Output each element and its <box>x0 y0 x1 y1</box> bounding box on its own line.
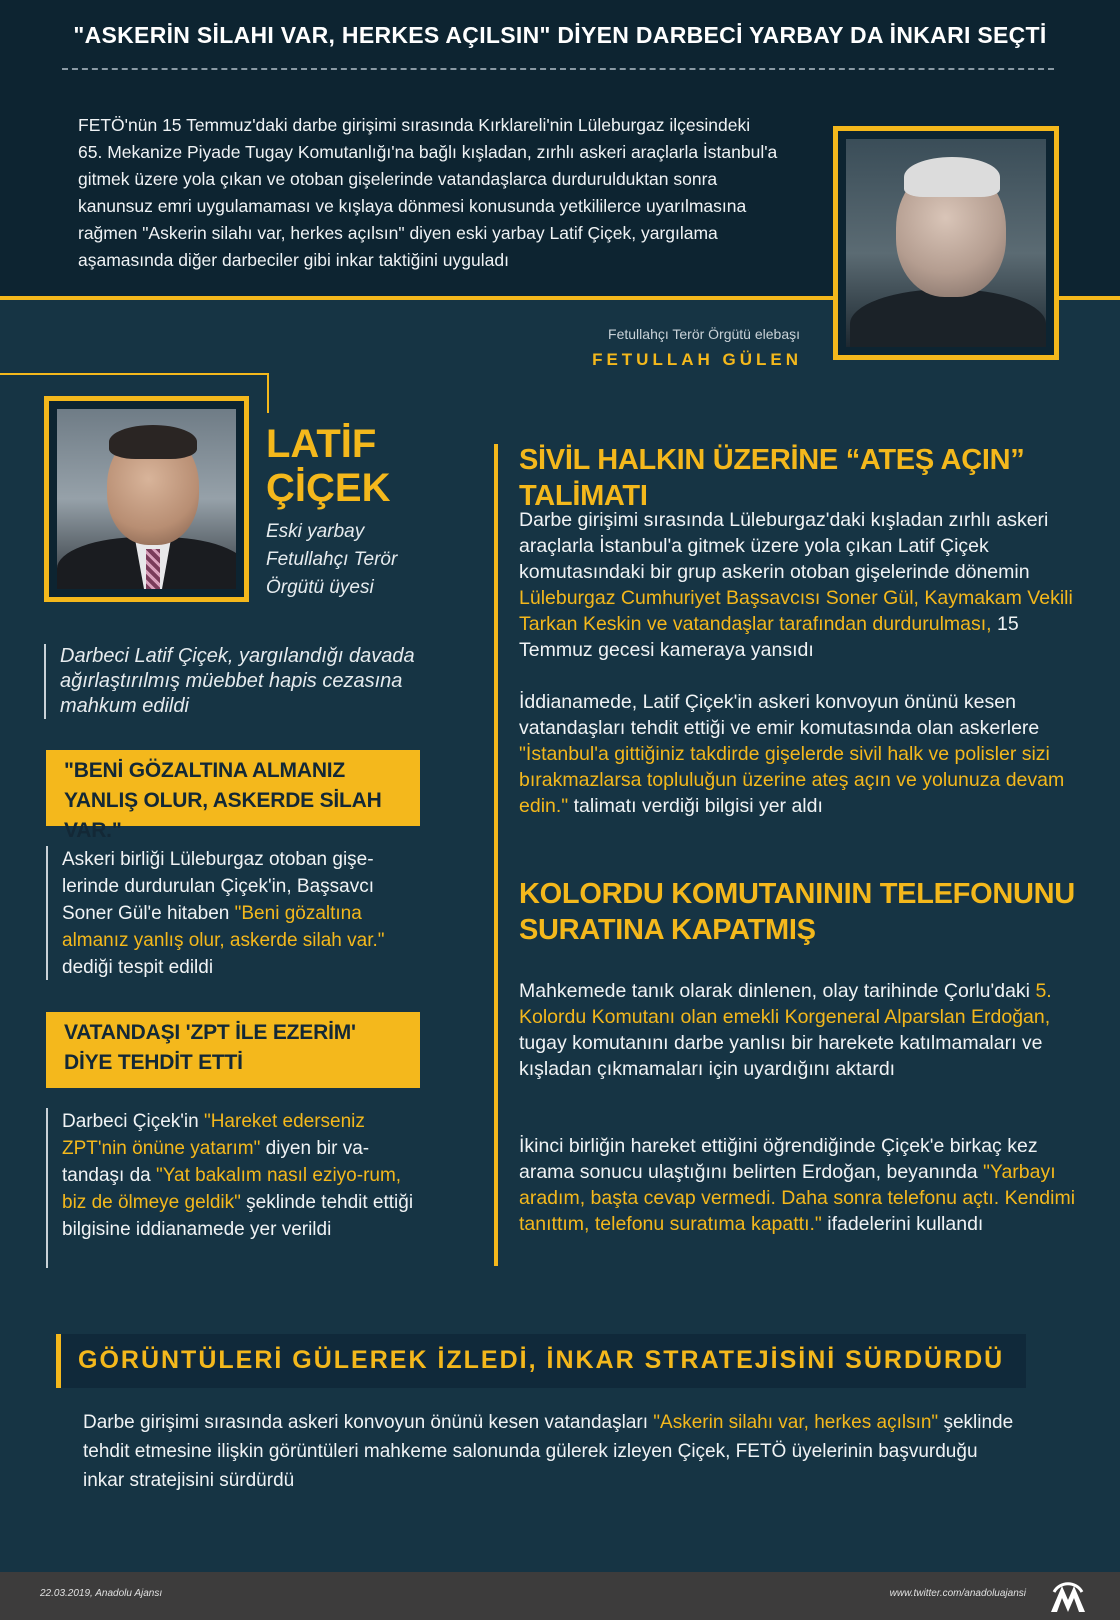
section-title-phone: KOLORDU KOMUTANININ TELEFONUNU SURATINA KAPATMIŞ <box>519 878 1075 946</box>
text-segment: İddianamede, Latif Çiçek'in askeri konvoyun önünü kesen vatandaşları tehdit ettiği ve emir komutasında olan askerlere <box>519 691 1040 739</box>
quote-highlight: Lüleburgaz Cumhuriyet Başsavcısı Soner Gül, Kaymakam Vekili Tarkan Keskin ve vatandaşlar tarafından durdurulması, <box>519 587 1073 635</box>
denial-paragraph <box>83 1408 1023 1495</box>
intro-paragraph: FETÖ'nün 15 Temmuz'daki darbe girişimi sırasında Kırklareli'nin Lüleburgaz ilçesindeki 65. Mekanize Piyade Tugay Komutanlığı'na bağlı kışladan, zırhlı askeri araçlarla İstanbul'a gitmek üzere yola çıkan ve otoban gişelerinde vatandaşlarca durdurulduktan sonra kanunsuz emri uygulamaması ve kışlaya dönmesi konusunda yetkililerce uyarılmasına rağmen "Askerin silahı var, herkes açılsın" diyen eski yarbay Latif Çiçek, yargılama aşamasında diğer darbeciler gibi inkar taktiğini uyguladı <box>78 115 778 270</box>
page-title: "ASKERİN SİLAHI VAR, HERKES AÇILSIN" DİYEN DARBECİ YARBAY DA İNKARI SEÇTİ <box>73 22 1047 48</box>
quote-highlight: "Beni gözaltına almanız yanlış olur, askerde silah var." <box>62 903 385 951</box>
text-segment: tugay komutanını darbe yanlısı bir harekete katılmamaları ve kışladan çıkmamaları için uyardığını aktardı <box>519 1032 1043 1080</box>
latif-accent-vline <box>267 373 269 413</box>
text-segment: Darbe girişimi sırasında askeri konvoyun önünü kesen vatandaşları <box>83 1412 654 1433</box>
footer-date-source: 22.03.2019, Anadolu Ajansı <box>40 1588 163 1599</box>
latif-name-line1: LATİF <box>266 422 377 466</box>
gulen-caption: Fetullahçı Terör Örgütü elebaşı <box>608 326 800 342</box>
text-segment: Askeri birliği Lüleburgaz otoban gişe-lerinde durdurulan Çiçek'in, Başsavcı Soner Gül'e hitaben <box>62 849 375 924</box>
fire-order-paragraph-2 <box>519 689 1079 819</box>
latif-hair <box>109 425 197 459</box>
text-segment: diyen bir va-tandaşı da <box>62 1138 370 1186</box>
quote-highlight: "Hareket ederseniz ZPT'nin önüne yatarım" <box>62 1111 365 1159</box>
latif-role-line2: Fetullahçı Terör <box>266 549 398 570</box>
section-title-zpt: VATANDAŞI 'ZPT İLE EZERİM' DİYE TEHDİT ETTİ <box>46 1012 420 1088</box>
quote-highlight: "Askerin silahı var, herkes açılsın" <box>653 1412 939 1433</box>
quote-highlight: "Yarbayı aradım, başta cevap vermedi. Daha sonra telefonu açtı. Kendimi tanıttım, telefonu suratıma kapattı." <box>519 1161 1076 1235</box>
section-text-custody <box>46 846 426 980</box>
section-title-denial: GÖRÜNTÜLERİ GÜLEREK İZLEDİ, İNKAR STRATEJİSİNİ SÜRDÜRDÜ <box>78 1346 1005 1374</box>
quote-highlight: "Yat bakalım nasıl eziyo-rum, biz de ölmeye geldik" <box>62 1165 402 1213</box>
quote-highlight: "İstanbul'a gittiğiniz takdirde gişelerde sivil halk ve polisler sizi bırakmazlarsa topluluğun üzerine ateş açın ve yolunuza devam edin." <box>519 743 1065 817</box>
section-title-custody: "BENİ GÖZALTINA ALMANIZ YANLIŞ OLUR, ASKERDE SİLAH VAR." <box>46 750 420 826</box>
right-column-accent-line <box>494 444 498 1266</box>
latif-name <box>266 422 390 510</box>
footer-twitter-link[interactable]: www.twitter.com/anadoluajansi <box>889 1588 1026 1599</box>
text-segment: Darbe girişimi sırasında Lüleburgaz'daki kışladan zırhlı askeri araçlarla İstanbul'a gitmek üzere yola çıkan Latif Çiçek komutasındaki bir grup askerin otoban gişelerinde dönemin <box>519 509 1049 583</box>
latif-portrait <box>57 409 236 589</box>
gulen-hair <box>904 157 1000 197</box>
text-segment: ifadelerini kullandı <box>821 1213 984 1235</box>
text-segment: talimatı verdiği bilgisi yer aldı <box>568 795 823 817</box>
gulen-portrait <box>846 139 1046 347</box>
text-segment: dediği tespit edildi <box>62 957 214 978</box>
latif-role <box>266 518 397 602</box>
latif-role-line3: Örgütü üyesi <box>266 577 374 598</box>
gulen-shoulders <box>850 289 1046 347</box>
sentence-quote: Darbeci Latif Çiçek, yargılandığı davada ağırlaştırılmış müebbet hapis cezasına mahkum edildi <box>44 644 424 719</box>
text-segment: şeklinde tehdit etmesine ilişkin görüntüleri mahkeme salonunda gülerek izleyen Çiçek, FETÖ üyelerinin başvurduğu inkar stratejisini sürdürdü <box>83 1412 1014 1491</box>
latif-name-line2: ÇİÇEK <box>266 466 391 510</box>
latif-role-line1: Eski yarbay <box>266 521 365 542</box>
latif-accent-hline <box>0 373 268 375</box>
section-text-zpt <box>46 1108 426 1268</box>
text-segment: Mahkemede tanık olarak dinlenen, olay tarihinde Çorlu'daki <box>519 980 1036 1002</box>
section-title-fire-order: SİVİL HALKIN ÜZERİNE “ATEŞ AÇIN” TALİMATI <box>519 444 1025 512</box>
latif-photo-frame <box>44 396 249 602</box>
quote-highlight: 5. Kolordu Komutanı olan emekli Korgeneral Alparslan Erdoğan, <box>519 980 1052 1028</box>
text-segment: Darbeci Çiçek'in <box>62 1111 204 1132</box>
phone-paragraph-1 <box>519 978 1079 1082</box>
text-segment: şeklinde tehdit ettiği bilgisine iddianamede yer verildi <box>62 1192 414 1240</box>
phone-paragraph-2 <box>519 1133 1079 1237</box>
text-segment: 15 Temmuz gecesi kameraya yansıdı <box>519 613 1019 661</box>
title-dashed-rule <box>62 68 1054 70</box>
gulen-photo-frame <box>833 126 1059 360</box>
gulen-name: FETULLAH GÜLEN <box>592 350 802 369</box>
aa-logo-icon <box>1048 1578 1088 1614</box>
text-segment: İkinci birliğin hareket ettiğini öğrendiğinde Çiçek'e birkaç kez arama sonucu ulaştığını belirten Erdoğan, beyanında <box>519 1135 1038 1183</box>
fire-order-paragraph-1 <box>519 507 1079 663</box>
latif-tie <box>146 549 160 589</box>
